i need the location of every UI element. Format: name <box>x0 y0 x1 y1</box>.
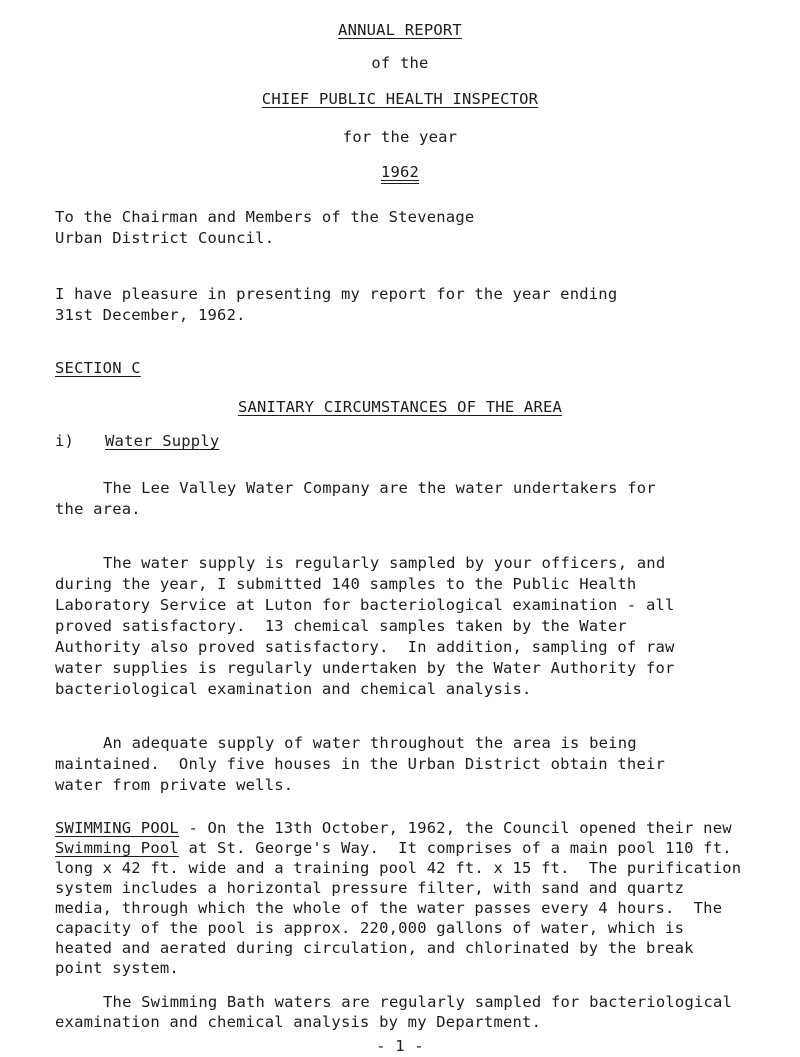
para4-line-2-text: at St. George's Way. It comprises of a main pool 110 ft. <box>178 839 732 857</box>
para4-line-5: media, through which the whole of the water passes every 4 hours. The <box>55 899 723 917</box>
para4-line-8: point system. <box>55 959 179 977</box>
para4-line-1-text: - On the 13th October, 1962, the Council opened their new <box>178 819 732 837</box>
salutation-line-2: Urban District Council. <box>55 229 275 247</box>
section-subtitle: SANITARY CIRCUMSTANCES OF THE AREA <box>237 398 563 416</box>
report-role: CHIEF PUBLIC HEALTH INSPECTOR <box>261 90 539 108</box>
subsection-title: Water Supply <box>105 432 220 450</box>
para4-line-7: heated and aerated during circulation, and chlorinated by the break <box>55 939 694 957</box>
para2-line-2: during the year, I submitted 140 samples to the Public Health <box>55 575 637 593</box>
report-title: ANNUAL REPORT <box>338 21 462 39</box>
para4-line-2 <box>55 838 732 859</box>
para1-line-2: the area. <box>55 500 141 518</box>
section-heading: SECTION C <box>55 359 141 377</box>
swimming-pool-name: Swimming Pool <box>55 839 179 857</box>
para5-line-1: The Swimming Bath waters are regularly sampled for bacteriological <box>103 993 733 1011</box>
para4-line-1 <box>55 818 732 839</box>
para4-line-4: system includes a horizontal pressure filter, with sand and quartz <box>55 879 685 897</box>
para2-line-6: water supplies is regularly undertaken by the Water Authority for <box>55 659 675 677</box>
para2-line-5: Authority also proved satisfactory. In addition, sampling of raw <box>55 638 675 656</box>
title-for-year: for the year <box>342 128 458 146</box>
swimming-pool-heading: SWIMMING POOL <box>55 819 179 837</box>
para1-line-1: The Lee Valley Water Company are the water undertakers for <box>103 479 656 497</box>
para4-line-3: long x 42 ft. wide and a training pool 42 ft. x 15 ft. The purification <box>55 859 742 877</box>
para2-line-7: bacteriological examination and chemical analysis. <box>55 680 532 698</box>
intro-line-2: 31st December, 1962. <box>55 306 246 324</box>
para2-line-4: proved satisfactory. 13 chemical samples taken by the Water <box>55 617 627 635</box>
subsection-number: i) <box>55 432 75 450</box>
para3-line-1: An adequate supply of water throughout the area is being <box>103 734 637 752</box>
para3-line-3: water from private wells. <box>55 776 294 794</box>
para5-line-2: examination and chemical analysis by my Department. <box>55 1013 542 1031</box>
title-of-the: of the <box>371 54 429 72</box>
report-year: 1962 <box>380 163 420 181</box>
para4-line-6: capacity of the pool is approx. 220,000 gallons of water, which is <box>55 919 685 937</box>
para2-line-1: The water supply is regularly sampled by your officers, and <box>103 554 666 572</box>
para2-line-3: Laboratory Service at Luton for bacteriological examination - all <box>55 596 675 614</box>
para3-line-2: maintained. Only five houses in the Urban District obtain their <box>55 755 666 773</box>
salutation-line-1: To the Chairman and Members of the Stevenage <box>55 208 475 226</box>
intro-line-1: I have pleasure in presenting my report for the year ending <box>55 285 618 303</box>
page-number: - 1 - <box>376 1037 424 1055</box>
